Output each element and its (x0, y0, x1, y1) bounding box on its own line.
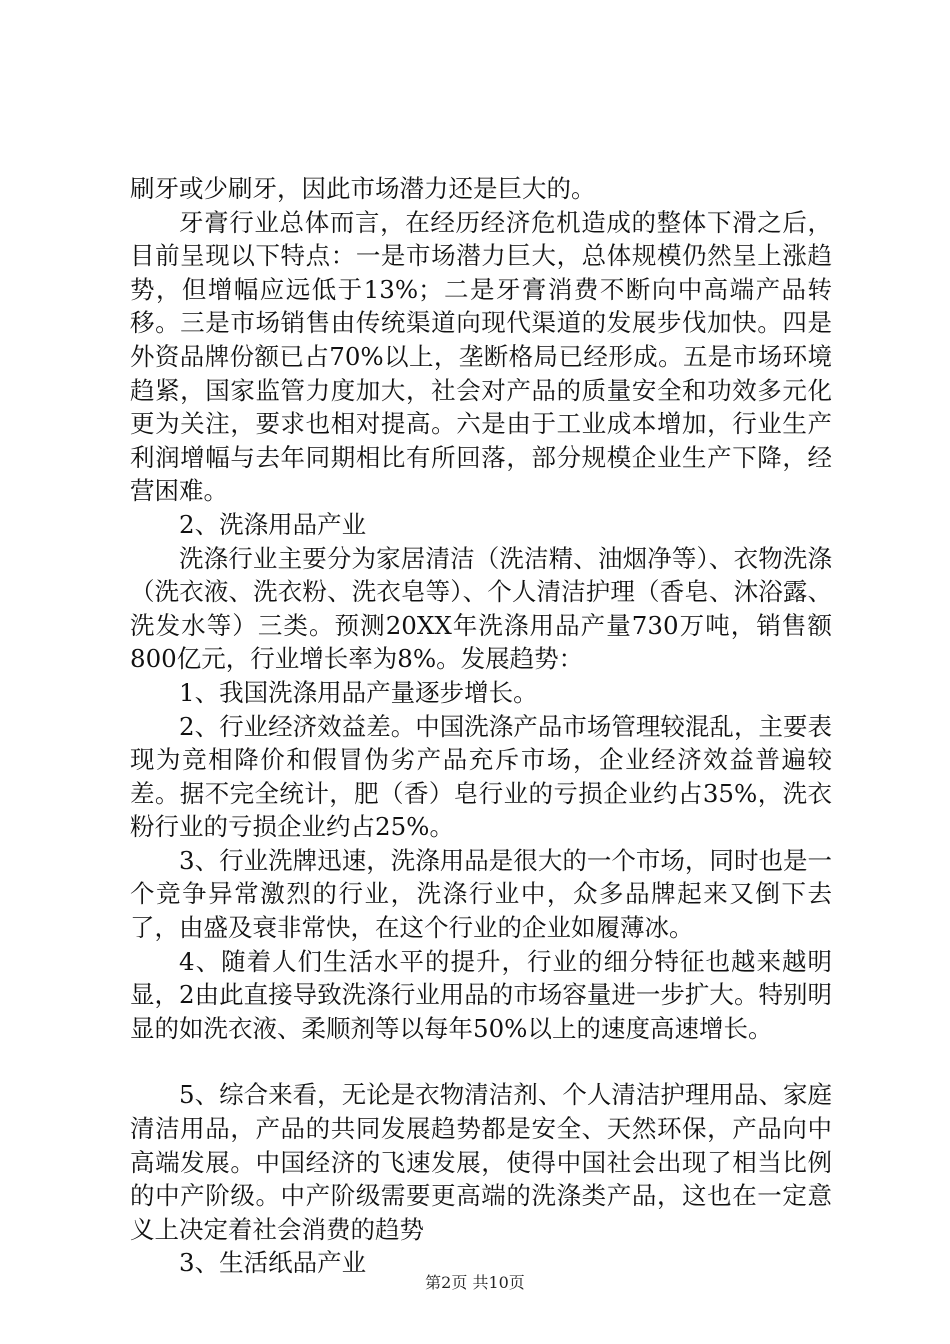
trend-item-5: 5、综合来看，无论是衣物清洁剂、个人清洁护理用品、家庭清洁用品，产品的共同发展趋势都是安全、天然环保，产品向中高端发展。中国经济的飞速发展，使得中国社会出现了相当比例的中产阶级。中产阶级需要更高端的洗涤类产品，这也在一定意义上决定着社会消费的趋势 (130, 1080, 832, 1244)
paragraph-toothpaste-industry: 牙膏行业总体而言，在经历经济危机造成的整体下滑之后，目前呈现以下特点：一是市场潜力巨大，总体规模仍然呈上涨趋势，但增幅应远低于13%；二是牙膏消费不断向中高端产品转移。三是市场销售由传统渠道向现代渠道的发展步伐加快。四是外资品牌份额已占70%以上，垄断格局已经形成。五是市场环境趋紧，国家监管力度加大，社会对产品的质量安全和功效多元化更为关注，要求也相对提高。六是由于工业成本增加，行业生产利润增幅与去年同期相比有所回落，部分规模企业生产下降，经营困难。 (130, 207, 832, 506)
paragraph-continuation: 刷牙或少刷牙，因此市场潜力还是巨大的。 (130, 174, 596, 203)
paragraph-detergent-overview: 洗涤行业主要分为家居清洁（洗洁精、油烟净等）、衣物洗涤（洗衣液、洗衣粉、洗衣皂等）、个人清洁护理（香皂、沐浴露、洗发水等）三类。预测20XX年洗涤用品产量730万吨，销售额800亿元，行业增长率为8%。发展趋势： (130, 543, 832, 674)
page-footer: 第2页 共10页 (425, 1273, 525, 1292)
trend-item-4: 4、随着人们生活水平的提升，行业的细分特征也越来越明显，2由此直接导致洗涤行业用品的市场容量进一步扩大。特别明显的如洗衣液、柔顺剂等以每年50%以上的速度高速增长。 (130, 946, 832, 1043)
trend-item-3: 3、行业洗牌迅速，洗涤用品是很大的一个市场，同时也是一个竞争异常激烈的行业，洗涤行业中，众多品牌起来又倒下去了，由盛及衰非常快，在这个行业的企业如履薄冰。 (130, 845, 832, 943)
section-heading-detergent: 2、洗涤用品产业 (179, 509, 367, 539)
paragraph-spacer (130, 1045, 832, 1078)
body-text (130, 172, 832, 1280)
trend-item-2: 2、行业经济效益差。中国洗涤产品市场管理较混乱，主要表现为竞相降价和假冒伪劣产品充斥市场，企业经济效益普遍较差。据不完全统计，肥（香）皂行业的亏损企业约占35%，洗衣粉行业的亏损企业约占25%。 (130, 711, 832, 842)
trend-item-1: 1、我国洗涤用品产量逐步增长。 (179, 677, 538, 707)
section-heading-tissue-paper: 3、生活纸品产业 (179, 1248, 367, 1278)
